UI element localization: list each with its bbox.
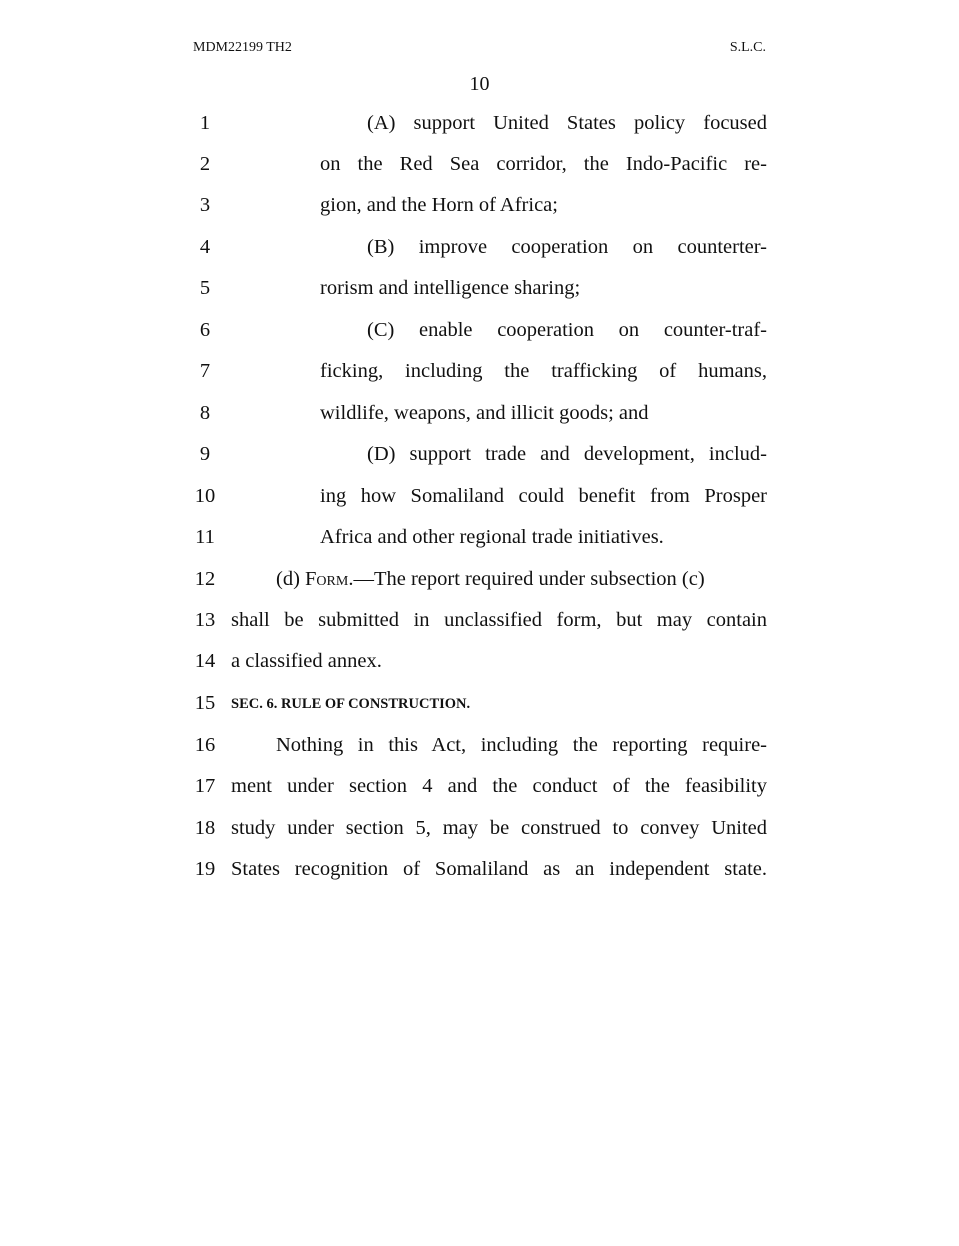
- line-number: 13: [194, 609, 216, 631]
- line-number: 19: [194, 858, 216, 880]
- line-number: 5: [199, 277, 211, 299]
- line-number: 17: [194, 775, 216, 797]
- line-number: 4: [199, 236, 211, 258]
- line-number: 11: [195, 526, 215, 548]
- line-number: 16: [194, 734, 216, 756]
- line-number: 15: [194, 692, 216, 714]
- line-text: (C) enable cooperation on counter-traf-: [367, 319, 767, 341]
- text-line: [0, 609, 959, 639]
- text-line: [0, 319, 959, 349]
- line-text: a classified annex.: [231, 650, 382, 672]
- line-number: 18: [194, 817, 216, 839]
- line-text: on the Red Sea corridor, the Indo-Pacific re-: [320, 153, 767, 175]
- text-line: [0, 360, 959, 390]
- line-text: gion, and the Horn of Africa;: [320, 194, 558, 216]
- line-number: 2: [199, 153, 211, 175]
- subsection-heading: Form: [305, 568, 349, 590]
- text-line: [0, 692, 959, 722]
- line-text: (A) support United States policy focused: [367, 112, 767, 134]
- section-heading: SEC. 6. RULE OF CONSTRUCTION.: [231, 696, 471, 712]
- text-line: [0, 153, 959, 183]
- line-number: 14: [194, 650, 216, 672]
- text-line: [0, 568, 959, 598]
- line-number: 6: [199, 319, 211, 341]
- line-text: rorism and intelligence sharing;: [320, 277, 581, 299]
- line-text: ing how Somaliland could benefit from Prosper: [320, 485, 767, 507]
- line-text: wildlife, weapons, and illicit goods; and: [320, 402, 649, 424]
- line-text-rest: .—The report required under subsection (c): [348, 568, 705, 590]
- document-id: MDM22199 TH2: [193, 40, 292, 55]
- page-number: 10: [469, 73, 490, 95]
- line-text: [276, 568, 705, 591]
- line-number: 10: [194, 485, 216, 507]
- line-text: study under section 5, may be construed to convey United: [231, 817, 767, 839]
- text-line: [0, 817, 959, 847]
- text-line: [0, 526, 959, 556]
- subsection-label: (d): [276, 568, 306, 590]
- document-label: S.L.C.: [729, 40, 766, 55]
- line-number: 8: [199, 402, 211, 424]
- text-line: [0, 194, 959, 224]
- line-text: Africa and other regional trade initiatives.: [320, 526, 664, 548]
- line-text: ment under section 4 and the conduct of the feasibility: [231, 775, 767, 797]
- text-line: [0, 236, 959, 266]
- line-text: (D) support trade and development, includ-: [367, 443, 767, 465]
- line-text: ficking, including the trafficking of humans,: [320, 360, 767, 382]
- line-number: 1: [199, 112, 211, 134]
- text-line: [0, 858, 959, 888]
- line-text: (B) improve cooperation on counterter-: [367, 236, 767, 258]
- line-number: 7: [199, 360, 211, 382]
- text-line: [0, 485, 959, 515]
- line-number: 3: [199, 194, 211, 216]
- line-text: shall be submitted in unclassified form, but may contain: [231, 609, 767, 631]
- line-text: States recognition of Somaliland as an independent state.: [231, 858, 767, 880]
- text-line: [0, 402, 959, 432]
- text-line: [0, 650, 959, 680]
- text-line: [0, 277, 959, 307]
- text-line: [0, 734, 959, 764]
- line-number: 9: [199, 443, 211, 465]
- text-line: [0, 775, 959, 805]
- text-line: [0, 112, 959, 142]
- line-text: Nothing in this Act, including the reporting require-: [276, 734, 767, 756]
- line-number: 12: [194, 568, 216, 590]
- text-line: [0, 443, 959, 473]
